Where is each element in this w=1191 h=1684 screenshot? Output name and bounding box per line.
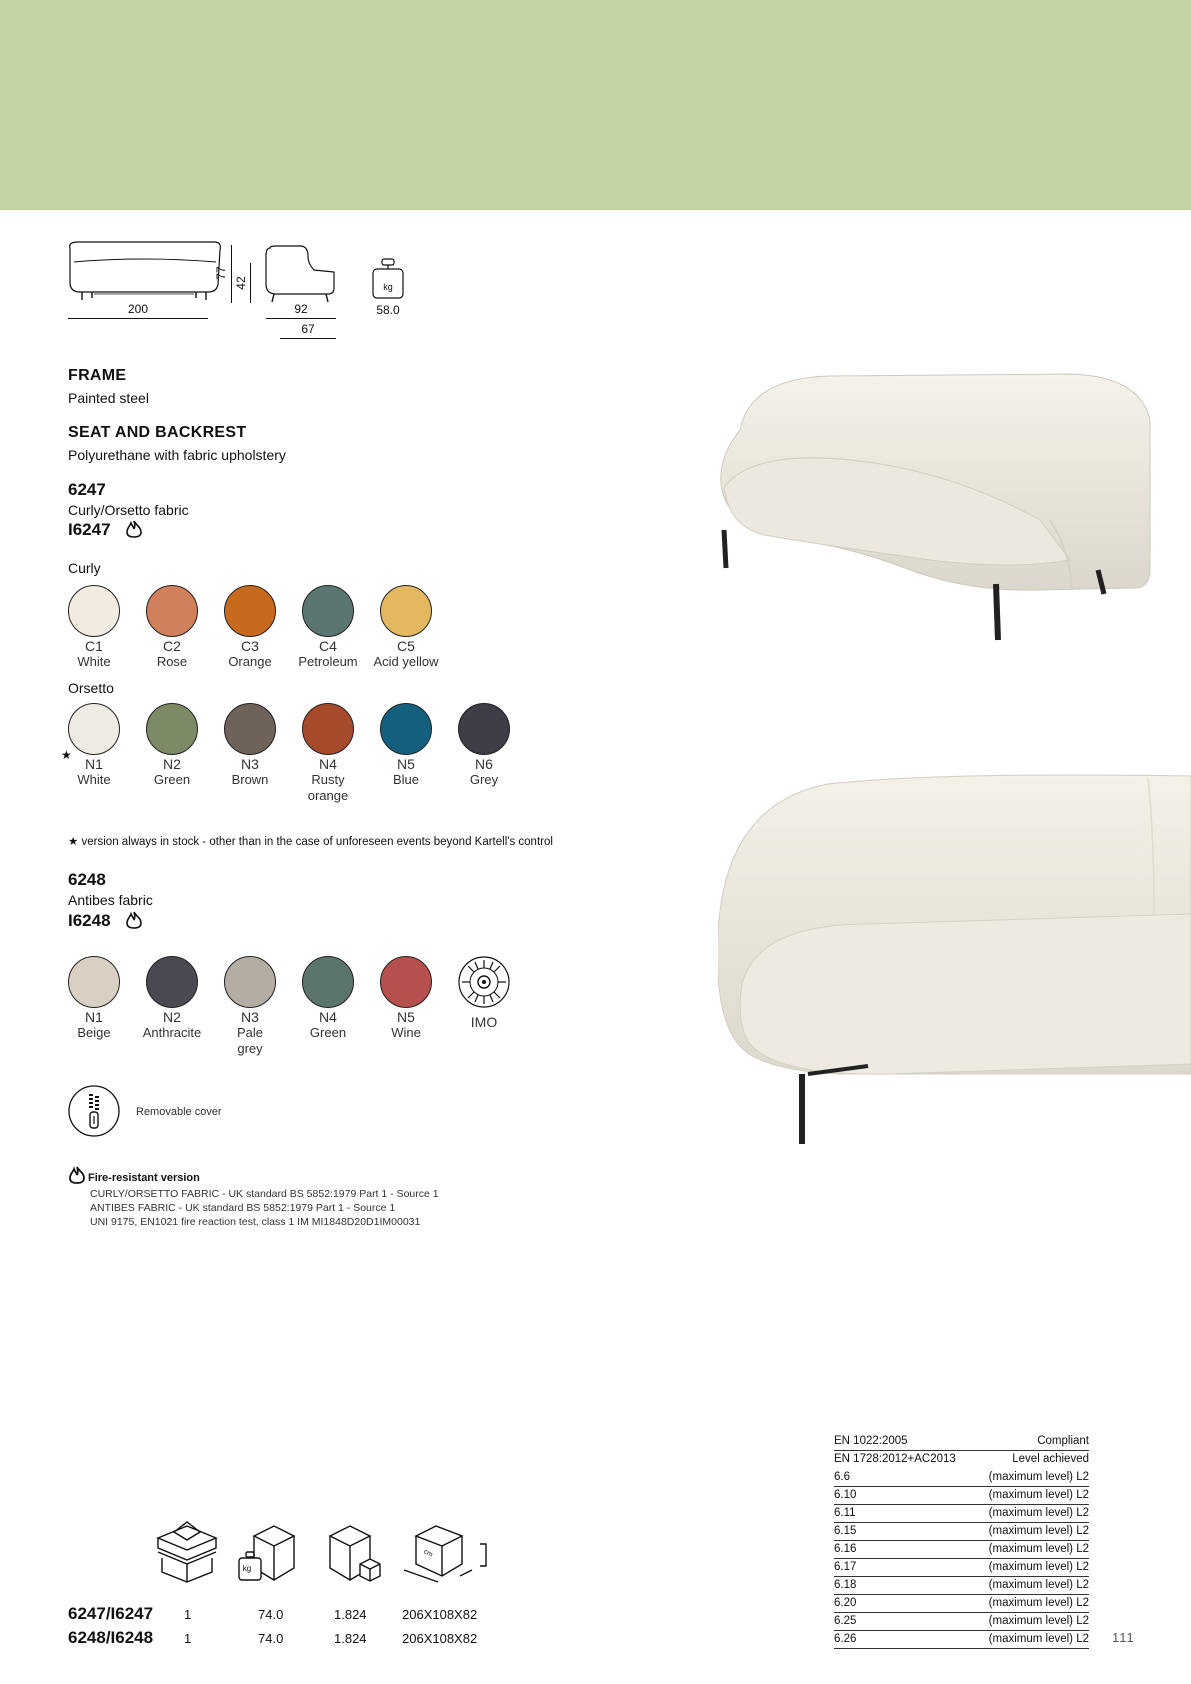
norm-right: (maximum level) L2 [988,1561,1089,1573]
model-6247-fr-code: I6247 [68,520,111,539]
norm-row [834,1559,1089,1577]
swatch-code: N3 [241,756,259,772]
width-value: 200 [127,302,149,316]
pack-row-1-qty: 1 [184,1607,192,1622]
swatch-name: Rose [156,654,188,669]
norm-right: (maximum level) L2 [988,1543,1089,1555]
pack-row-2-code: 6248/I6248 [68,1628,154,1647]
package-volume-icon [328,1524,382,1584]
swatch-code: N6 [475,756,493,772]
swatch-code: N2 [163,756,181,772]
swatch-antibes-n1 [68,956,120,1041]
norm-left: 6.6 [834,1471,850,1483]
swatch-dot [380,703,432,755]
swatch-orsetto-n1 [68,703,120,788]
swatch-name: Brown [231,772,269,787]
swatch-name: Rusty orange [307,772,349,803]
norm-row [834,1613,1089,1631]
swatch-code: N1 [85,1009,103,1025]
swatch-dot [68,956,120,1008]
norm-left: 6.25 [834,1615,857,1627]
norm-left: EN 1022:2005 [834,1435,908,1447]
swatch-curly-c3 [224,585,276,670]
swatch-name: Petroleum [298,654,358,669]
swatch-curly-c1 [68,585,120,670]
seat-material: Polyurethane with fabric upholstery [68,447,286,463]
fire-icon [125,911,143,929]
swatch-name: Beige [77,1025,111,1040]
package-size-label: cm [422,1548,434,1559]
seat-height-dim-line [250,263,251,303]
swatch-code: N1 [85,756,103,772]
curly-label: Curly [68,560,101,576]
swatch-code: C2 [163,638,181,654]
pack-row-1-volume: 1.824 [334,1607,367,1622]
fire-line-3: UNI 9175, EN1021 fire reaction test, class 1 IM MI1848D20D1IM00031 [90,1216,421,1228]
sofa-photo-top [710,370,1160,650]
swatch-orsetto-n3 [224,703,276,788]
norm-right: (maximum level) L2 [988,1471,1089,1483]
swatch-name: Orange [228,654,272,669]
norm-right: (maximum level) L2 [988,1615,1089,1627]
swatch-curly-c5 [373,585,439,670]
pack-row-2-qty: 1 [184,1631,192,1646]
norm-left: 6.11 [834,1507,856,1519]
swatch-curly-c2 [146,585,198,670]
swatch-dot [224,585,276,637]
swatch-code: N4 [319,1009,337,1025]
stacked-boxes-icon [152,1518,222,1584]
norm-right: (maximum level) L2 [988,1579,1089,1591]
imo-icon [458,956,510,1008]
stock-note [68,834,553,848]
swatch-name: Acid yellow [373,654,439,669]
fire-line-1: CURLY/ORSETTO FABRIC - UK standard BS 5852:1979 Part 1 - Source 1 [90,1188,439,1200]
seat-depth-dim-line [280,338,336,339]
swatch-antibes-n5 [380,956,432,1041]
swatch-name: Green [309,1025,347,1040]
height-value: 77 [214,266,228,280]
norm-left: 6.18 [834,1579,857,1591]
norm-right: Compliant [1037,1435,1089,1447]
norm-left: 6.10 [834,1489,857,1501]
swatch-name: Grey [469,772,499,787]
depth-value: 92 [294,302,308,316]
height-dim-line [231,245,232,303]
fire-icon [125,520,143,538]
zipper-icon [68,1085,120,1137]
swatch-dot [380,956,432,1008]
width-dim-line [68,318,208,319]
stock-note-text: version always in stock - other than in the case of unforeseen events beyond Kartell's control [81,836,553,848]
swatch-dot [224,956,276,1008]
norm-row [834,1505,1089,1523]
seat-height-value: 42 [234,276,248,290]
model-6248-code: 6248 [68,870,106,889]
fire-line-2: ANTIBES FABRIC - UK standard BS 5852:1979 Part 1 - Source 1 [90,1202,396,1214]
pack-row-2-weight: 74.0 [258,1631,284,1646]
weight-icon-label: kg [383,282,393,292]
swatch-dot [224,703,276,755]
swatch-dot [146,956,198,1008]
swatch-name: Pale grey [236,1025,264,1056]
swatch-antibes-n2 [142,956,202,1041]
swatch-orsetto-n4 [302,703,354,804]
swatch-code: N3 [241,1009,259,1025]
sofa-front-drawing [64,240,224,302]
header-band [0,0,1191,210]
swatch-name: Blue [392,772,420,787]
orsetto-label: Orsetto [68,680,114,696]
swatch-dot [302,585,354,637]
norm-row [834,1487,1089,1505]
model-6247-code: 6247 [68,480,106,499]
norm-left: 6.15 [834,1525,857,1537]
swatch-name: Wine [391,1025,421,1040]
norm-row [834,1451,1089,1469]
norm-right: (maximum level) L2 [988,1507,1089,1519]
norm-right: (maximum level) L2 [988,1489,1089,1501]
model-6248-fabric: Antibes fabric [68,892,153,908]
pack-row-1-weight: 74.0 [258,1607,284,1622]
depth-dim-line [266,318,336,319]
frame-title: FRAME [68,367,127,384]
norms-table [834,1433,1089,1649]
weight-value: 58.0 [376,303,400,317]
page-number: 111 [1112,1630,1135,1645]
norm-row [834,1523,1089,1541]
swatch-code: N2 [163,1009,181,1025]
norm-row [834,1469,1089,1487]
norm-row [834,1541,1089,1559]
swatch-dot [146,585,198,637]
swatch-orsetto-n5 [380,703,432,788]
norm-right: Level achieved [1012,1453,1089,1465]
swatch-code: C4 [319,638,337,654]
swatch-name: White [77,654,111,669]
norm-row [834,1595,1089,1613]
swatch-code: C1 [85,638,103,654]
imo-label: IMO [470,1014,498,1030]
norm-row [834,1577,1089,1595]
swatch-code: N5 [397,1009,415,1025]
norm-right: (maximum level) L2 [988,1597,1089,1609]
package-weight-label: kg [242,1564,252,1573]
swatch-curly-c4 [298,585,358,670]
norm-left: 6.17 [834,1561,857,1573]
sofa-side-drawing [264,244,340,302]
fire-icon [68,1166,86,1184]
swatch-dot [146,703,198,755]
swatch-antibes-n3 [224,956,276,1057]
norm-left: EN 1728:2012+AC2013 [834,1453,956,1465]
model-6247-fabric: Curly/Orsetto fabric [68,502,189,518]
pack-row-1-size: 206X108X82 [402,1607,478,1622]
fire-title: Fire-resistant version [88,1172,200,1184]
swatch-dot [380,585,432,637]
model-6248-fr-code: I6248 [68,911,111,930]
swatch-dot [68,703,120,755]
removable-cover-label: Removable cover [136,1106,222,1118]
swatch-dot [302,956,354,1008]
seat-depth-value: 67 [301,322,315,336]
seat-title: SEAT AND BACKREST [68,424,247,441]
pack-row-2-volume: 1.824 [334,1631,367,1646]
norm-left: 6.20 [834,1597,857,1609]
frame-material: Painted steel [68,390,149,406]
pack-row-2-size: 206X108X82 [402,1631,478,1646]
norm-row [834,1433,1089,1451]
swatch-code: N4 [319,756,337,772]
swatch-name: Anthracite [142,1025,202,1040]
swatch-dot [302,703,354,755]
norm-row [834,1631,1089,1649]
swatch-code: C3 [241,638,259,654]
swatch-imo [458,956,510,1030]
star-icon: ★ [68,836,79,848]
norm-left: 6.16 [834,1543,857,1555]
swatch-orsetto-n2 [146,703,198,788]
swatch-dot [68,585,120,637]
norm-right: (maximum level) L2 [988,1633,1089,1645]
package-size-icon [402,1524,492,1584]
pack-row-1-code: 6247/I6247 [68,1604,154,1623]
sofa-photo-bottom [718,774,1191,1154]
swatch-code: C5 [397,638,415,654]
star-icon: ★ [61,748,72,762]
swatch-name: Green [153,772,191,787]
swatch-orsetto-n6 [458,703,510,788]
weight-icon [370,258,406,300]
package-weight-icon [236,1524,298,1584]
norm-left: 6.26 [834,1633,857,1645]
swatch-name: White [77,772,111,787]
swatch-antibes-n4 [302,956,354,1041]
swatch-dot [458,703,510,755]
swatch-code: N5 [397,756,415,772]
norm-right: (maximum level) L2 [988,1525,1089,1537]
